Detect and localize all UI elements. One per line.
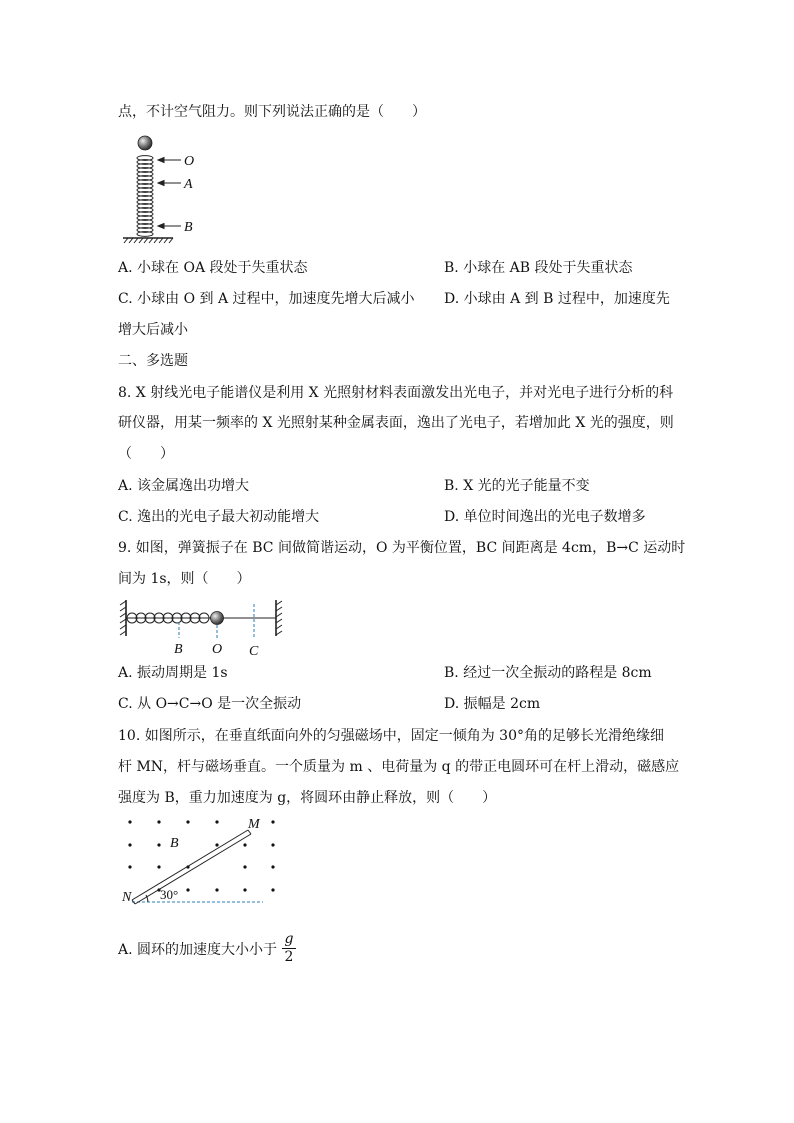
q9-option-c: C. 从 O→C→O 是一次全振动 — [118, 696, 302, 712]
label-a: A — [184, 177, 193, 192]
ball — [138, 136, 152, 150]
section-title: 二、多选题 — [118, 353, 188, 369]
q10-line1: 10. 如图所示，在垂直纸面向外的匀强磁场中，固定一倾角为 30°角的足够长光滑绝缘细 — [118, 728, 664, 744]
fraction — [282, 932, 296, 965]
spring-coils — [137, 156, 153, 237]
label-n: N — [122, 890, 132, 905]
oscillator-ball — [211, 612, 224, 625]
q9-line2: 间为 1s，则（ ） — [118, 571, 251, 587]
q10-magnetic-figure — [118, 812, 288, 912]
label-angle: 30° — [160, 887, 179, 902]
fraction-numerator: g — [284, 931, 294, 947]
arrows — [158, 158, 181, 229]
q8-line1: 8. X 射线光电子能谱仪是利用 X 光照射材料表面激发出光电子，并对光电子进行分析的科 — [118, 385, 674, 401]
fraction-denominator: 2 — [284, 949, 294, 965]
q7-option-d: D. 小球由 A 到 B 过程中，加速度先 — [444, 291, 670, 307]
q8-option-d: D. 单位时间逸出的光电子数增多 — [444, 509, 646, 525]
label-m: M — [248, 817, 260, 832]
q7-stem: 点，不计空气阻力。则下列说法正确的是（ ） — [118, 104, 426, 120]
q8-option-c: C. 逸出的光电子最大初动能增大 — [118, 509, 320, 525]
q8-option-b: B. X 光的光子能量不变 — [444, 478, 590, 494]
label-b: B — [184, 220, 193, 235]
q7-option-d-cont: 增大后减小 — [118, 322, 188, 338]
rod-mn — [132, 830, 251, 904]
q9-option-d: D. 振幅是 2cm — [444, 696, 541, 712]
q8-line3: （ ） — [118, 446, 174, 462]
q7-option-b: B. 小球在 AB 段处于失重状态 — [444, 260, 633, 276]
q8-line2: 研仪器，用某一频率的 X 光照射某种金属表面，逸出了光电子，若增加此 X 光的强度，则 — [118, 415, 674, 431]
q9-line1: 9. 如图，弹簧振子在 BC 间做简谐运动，O 为平衡位置，BC 间距离是 4cm，B→C 运动时 — [118, 540, 686, 556]
q7-option-c: C. 小球由 O 到 A 过程中，加速度先增大后减小 — [118, 291, 415, 307]
q9-oscillator-figure — [118, 598, 293, 658]
q10-option-a: A. 圆环的加速度大小小于 — [118, 942, 278, 958]
label-c: C — [249, 644, 259, 659]
label-o: O — [212, 642, 223, 657]
label-b: B — [170, 836, 179, 851]
q7-spring-figure — [118, 134, 218, 244]
label-b: B — [174, 642, 183, 657]
q7-option-a: A. 小球在 OA 段处于失重状态 — [118, 260, 308, 276]
q10-line2: 杆 MN，杆与磁场垂直。一个质量为 m 、电荷量为 q 的带正电圆环可在杆上滑动，磁感应 — [118, 759, 680, 775]
q10-line3: 强度为 B，重力加速度为 g，将圆环由静止释放，则（ ） — [118, 790, 497, 806]
q9-option-a: A. 振动周期是 1s — [118, 665, 228, 681]
q8-option-a: A. 该金属逸出功增大 — [118, 478, 250, 494]
label-o: O — [184, 154, 195, 169]
ground-hatch — [124, 238, 173, 243]
q9-option-b: B. 经过一次全振动的路程是 8cm — [444, 665, 652, 681]
